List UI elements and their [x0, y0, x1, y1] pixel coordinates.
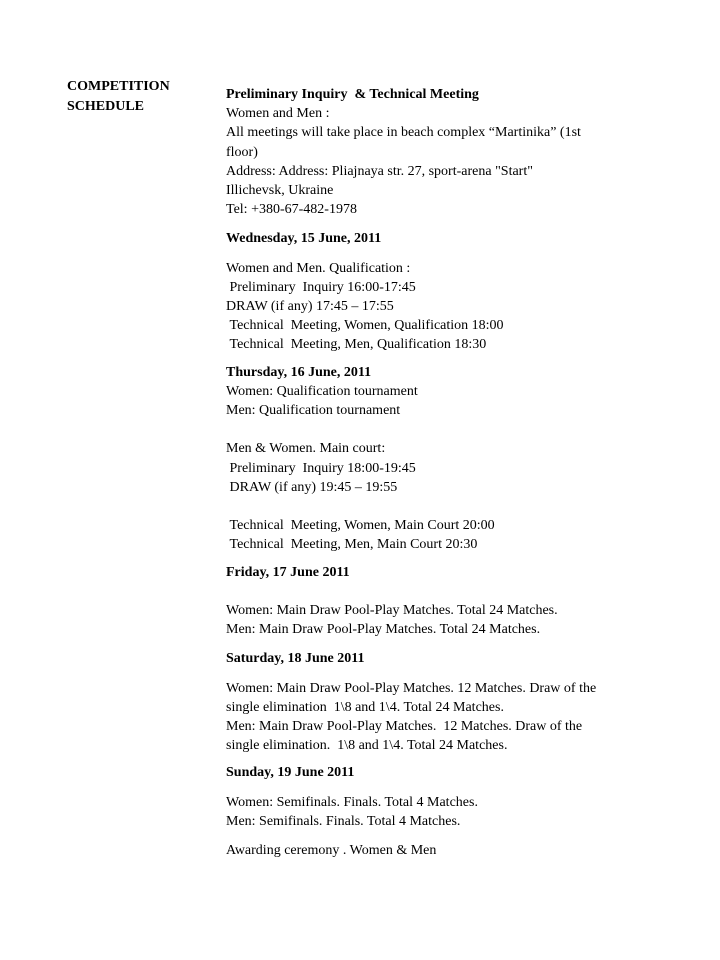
schedule-day-heading: Sunday, 19 June 2011 — [226, 765, 355, 781]
schedule-line: Women and Men : — [226, 106, 330, 122]
blank-line — [226, 582, 666, 601]
schedule-day-heading: Saturday, 18 June 2011 — [226, 651, 365, 667]
schedule-content — [226, 85, 666, 860]
schedule-line: Men: Main Draw Pool-Play Matches. Total 24 Matches. — [226, 622, 541, 638]
side-heading-line-2: SCHEDULE — [67, 99, 145, 114]
schedule-line: Men & Women. Main court: — [226, 441, 386, 457]
schedule-line: Technical Meeting, Women, Main Court 20:00 — [226, 518, 495, 534]
schedule-line: single elimination 1\8 and 1\4. Total 24 Matches. — [226, 699, 504, 715]
schedule-line: Women and Men. Qualification : — [226, 260, 411, 276]
schedule-line: floor) — [226, 144, 258, 160]
schedule-line: Technical Meeting, Women, Qualification 18:00 — [226, 318, 504, 334]
schedule-line: Women: Main Draw Pool-Play Matches. 12 Matches. Draw of the — [226, 680, 597, 696]
schedule-line: Technical Meeting, Men, Main Court 20:30 — [226, 537, 478, 553]
schedule-line: Illichevsk, Ukraine — [226, 183, 334, 199]
schedule-day-heading: Friday, 17 June 2011 — [226, 564, 350, 580]
schedule-line: Preliminary Inquiry 18:00-19:45 — [226, 460, 416, 476]
schedule-day-heading: Preliminary Inquiry & Technical Meeting — [226, 87, 479, 102]
competition-schedule-heading — [67, 77, 217, 117]
schedule-line: Women: Qualification tournament — [226, 383, 418, 399]
schedule-line: Women: Semifinals. Finals. Total 4 Matches. — [226, 794, 478, 810]
blank-line — [226, 420, 666, 439]
schedule-line: Awarding ceremony . Women & Men — [226, 843, 437, 859]
schedule-line: single elimination. 1\8 and 1\4. Total 24 Matches. — [226, 738, 508, 754]
schedule-day-heading: Thursday, 16 June, 2011 — [226, 364, 372, 380]
schedule-line: All meetings will take place in beach complex “Martinika” (1st — [226, 125, 581, 141]
schedule-line: DRAW (if any) 19:45 – 19:55 — [226, 479, 398, 495]
side-heading-line-1: COMPETITION — [67, 79, 170, 94]
schedule-day-heading: Wednesday, 15 June, 2011 — [226, 231, 382, 247]
schedule-line: DRAW (if any) 17:45 – 17:55 — [226, 299, 394, 315]
schedule-line: Tel: +380-67-482-1978 — [226, 202, 357, 218]
schedule-line: Preliminary Inquiry 16:00-17:45 — [226, 279, 416, 295]
schedule-line: Address: Address: Pliajnaya str. 27, sport-arena "Start" — [226, 163, 533, 179]
schedule-line: Men: Main Draw Pool-Play Matches. 12 Matches. Draw of the — [226, 719, 583, 735]
schedule-line: Technical Meeting, Men, Qualification 18:30 — [226, 337, 487, 353]
schedule-line: Men: Qualification tournament — [226, 403, 401, 419]
schedule-line: Women: Main Draw Pool-Play Matches. Total 24 Matches. — [226, 603, 558, 619]
schedule-line: Men: Semifinals. Finals. Total 4 Matches. — [226, 813, 461, 829]
blank-line — [226, 497, 666, 516]
